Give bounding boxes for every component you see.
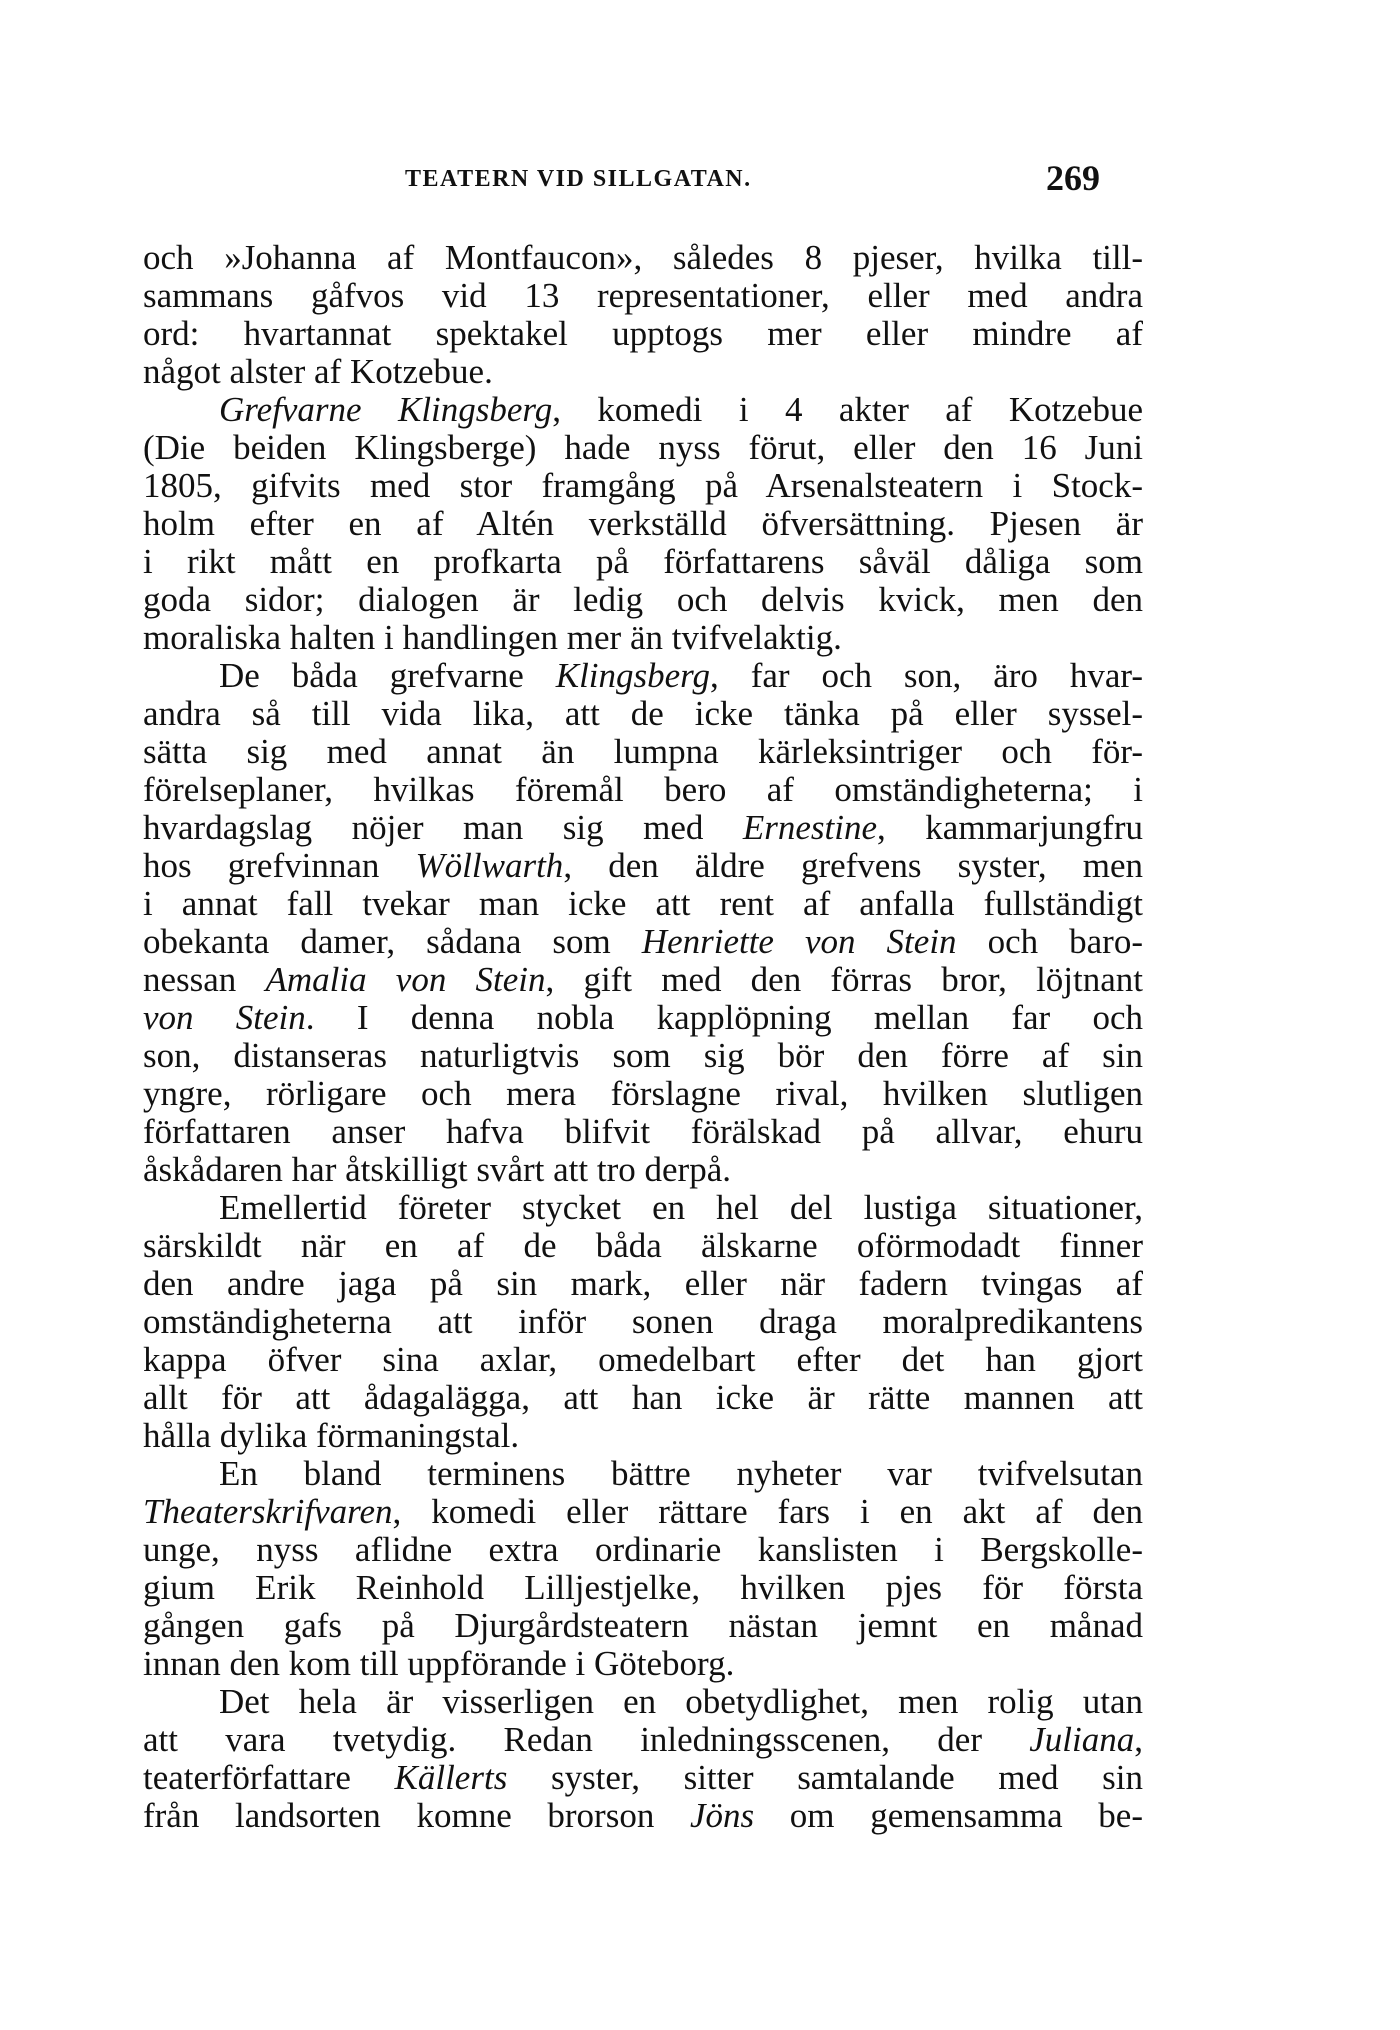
- body-text: [143, 239, 1143, 1835]
- text-line: sammans gåfvos vid 13 representationer, eller med andra: [143, 277, 1143, 315]
- text-line: moraliska halten i handlingen mer än tvifvelaktig.: [143, 619, 842, 657]
- text-line: holm efter en af Altén verkställd öfversättning. Pjesen är: [143, 505, 1143, 543]
- text-line: hålla dylika förmaningstal.: [143, 1417, 520, 1455]
- text-line: unge, nyss aflidne extra ordinarie kanslisten i Bergskolle-: [143, 1531, 1143, 1569]
- text-line: förelseplaner, hvilkas föremål bero af omständigheterna; i: [143, 771, 1143, 809]
- text-line: teaterförfattare Källerts syster, sitter samtalande med sin: [143, 1759, 1143, 1797]
- text-line: den andre jaga på sin mark, eller när fadern tvingas af: [143, 1265, 1143, 1303]
- text-line: omständigheterna att inför sonen draga moralpredikantens: [143, 1303, 1143, 1341]
- text-line: yngre, rörligare och mera förslagne rival, hvilken slutligen: [143, 1075, 1143, 1113]
- page-number: 269: [1046, 158, 1100, 198]
- text-line: (Die beiden Klingsberge) hade nyss förut, eller den 16 Juni: [143, 429, 1143, 467]
- text-line: son, distanseras naturligtvis som sig bör den förre af sin: [143, 1037, 1143, 1075]
- text-line: innan den kom till uppförande i Göteborg.: [143, 1645, 735, 1683]
- text-line: nessan Amalia von Stein, gift med den förras bror, löjtnant: [143, 961, 1143, 999]
- text-line: ord: hvartannat spektakel upptogs mer eller mindre af: [143, 315, 1143, 353]
- text-line: att vara tvetydig. Redan inledningsscenen, der Juliana,: [143, 1721, 1143, 1759]
- text-line: hvardagslag nöjer man sig med Ernestine, kammarjungfru: [143, 809, 1143, 847]
- text-line: En bland terminens bättre nyheter var tvifvelsutan: [219, 1455, 1143, 1493]
- text-line: De båda grefvarne Klingsberg, far och son, äro hvar-: [219, 657, 1143, 695]
- text-line: allt för att ådagalägga, att han icke är rätte mannen att: [143, 1379, 1143, 1417]
- text-line: gium Erik Reinhold Lilljestjelke, hvilken pjes för första: [143, 1569, 1143, 1607]
- text-line: författaren anser hafva blifvit förälskad på allvar, ehuru: [143, 1113, 1143, 1151]
- text-line: Theaterskrifvaren, komedi eller rättare fars i en akt af den: [143, 1493, 1143, 1531]
- text-line: 1805, gifvits med stor framgång på Arsenalsteatern i Stock-: [143, 467, 1143, 505]
- text-line: goda sidor; dialogen är ledig och delvis kvick, men den: [143, 581, 1143, 619]
- text-line: andra så till vida lika, att de icke tänka på eller syssel-: [143, 695, 1143, 733]
- text-line: Grefvarne Klingsberg, komedi i 4 akter af Kotzebue: [219, 391, 1143, 429]
- text-line: hos grefvinnan Wöllwarth, den äldre grefvens syster, men: [143, 847, 1143, 885]
- text-line: obekanta damer, sådana som Henriette von Stein och baro-: [143, 923, 1143, 961]
- text-line: något alster af Kotzebue.: [143, 353, 493, 391]
- text-line: sätta sig med annat än lumpna kärleksintriger och för-: [143, 733, 1143, 771]
- text-line: Det hela är visserligen en obetydlighet, men rolig utan: [219, 1683, 1143, 1721]
- text-line: i rikt mått en profkarta på författarens såväl dåliga som: [143, 543, 1143, 581]
- text-line: gången gafs på Djurgårdsteatern nästan jemnt en månad: [143, 1607, 1143, 1645]
- text-line: åskådaren har åtskilligt svårt att tro derpå.: [143, 1151, 731, 1189]
- text-line: Emellertid företer stycket en hel del lustiga situationer,: [219, 1189, 1143, 1227]
- text-line: och »Johanna af Montfaucon», således 8 pjeser, hvilka till-: [143, 239, 1143, 277]
- running-head: TEATERN VID SILLGATAN.: [405, 166, 752, 192]
- text-line: von Stein. I denna nobla kapplöpning mellan far och: [143, 999, 1143, 1037]
- text-line: kappa öfver sina axlar, omedelbart efter det han gjort: [143, 1341, 1143, 1379]
- text-line: särskildt när en af de båda älskarne oförmodadt finner: [143, 1227, 1143, 1265]
- text-line: i annat fall tvekar man icke att rent af anfalla fullständigt: [143, 885, 1143, 923]
- text-line: från landsorten komne brorson Jöns om gemensamma be-: [143, 1797, 1143, 1835]
